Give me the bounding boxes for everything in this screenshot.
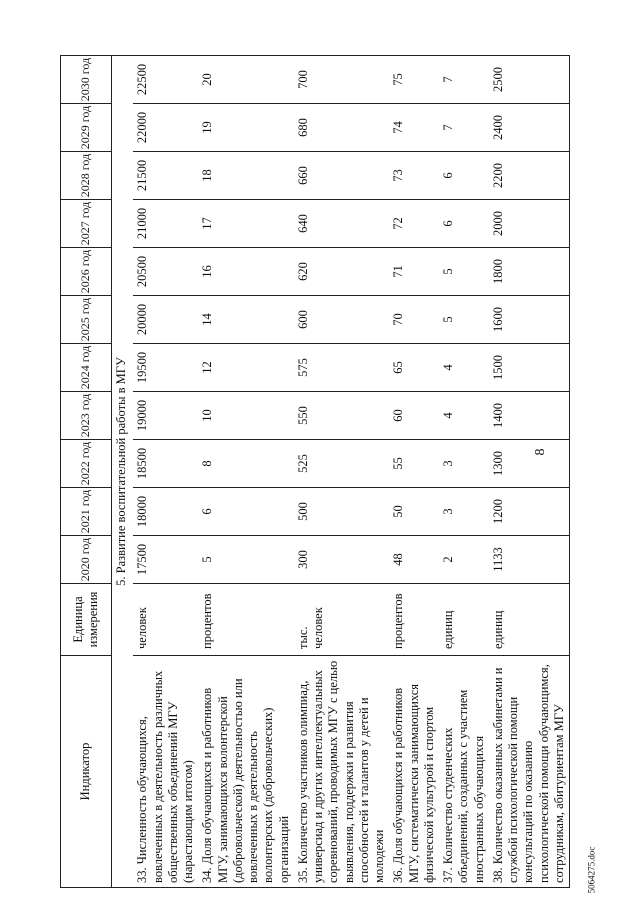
- value-cell: 22500: [133, 56, 198, 104]
- value-cell: 1500: [489, 344, 570, 392]
- value-cell: 17500: [133, 536, 198, 584]
- table-header-row: [61, 56, 112, 888]
- value-cell: 14: [198, 296, 294, 344]
- value-cell: 1133: [489, 536, 570, 584]
- header-indicator: Индикатор: [61, 656, 112, 888]
- value-cell: 1400: [489, 392, 570, 440]
- value-cell: 12: [198, 344, 294, 392]
- table-row: [198, 56, 294, 888]
- header-year: 2022 год: [61, 440, 112, 488]
- indicator-cell: 38. Количество оказанных кабинетами и службой психологической помощи консультаций по оказанию психологической помощи обучающимся, сотрудникам, абитуриентам МГУ: [489, 656, 570, 888]
- unit-cell: единиц: [439, 584, 489, 656]
- value-cell: 700: [294, 56, 390, 104]
- section-title: 5. Развитие воспитательной работы в МГУ: [112, 56, 134, 888]
- table-row: [133, 56, 198, 888]
- value-cell: 2000: [489, 200, 570, 248]
- value-cell: 680: [294, 104, 390, 152]
- value-cell: 75: [389, 56, 439, 104]
- value-cell: 5: [198, 536, 294, 584]
- header-year: 2023 год: [61, 392, 112, 440]
- unit-cell: единиц: [489, 584, 570, 656]
- indicator-cell: 37. Количество студенческих объединений, созданных с участием иностранных обучающихся: [439, 656, 489, 888]
- value-cell: 70: [389, 296, 439, 344]
- value-cell: 19: [198, 104, 294, 152]
- value-cell: 5: [439, 248, 489, 296]
- value-cell: 18: [198, 152, 294, 200]
- value-cell: 17: [198, 200, 294, 248]
- header-year: 2024 год: [61, 344, 112, 392]
- value-cell: 65: [389, 344, 439, 392]
- table-row: [389, 56, 439, 888]
- value-cell: 74: [389, 104, 439, 152]
- value-cell: 18000: [133, 488, 198, 536]
- value-cell: 1200: [489, 488, 570, 536]
- value-cell: 48: [389, 536, 439, 584]
- value-cell: 3: [439, 440, 489, 488]
- value-cell: 640: [294, 200, 390, 248]
- page-number: 8: [533, 448, 548, 456]
- value-cell: 20: [198, 56, 294, 104]
- value-cell: 4: [439, 344, 489, 392]
- header-year: 2028 год: [61, 152, 112, 200]
- value-cell: 7: [439, 104, 489, 152]
- indicators-table: [60, 55, 570, 888]
- value-cell: 5: [439, 296, 489, 344]
- value-cell: 8: [198, 440, 294, 488]
- section-row: [112, 56, 134, 888]
- value-cell: 22000: [133, 104, 198, 152]
- header-year: 2025 год: [61, 296, 112, 344]
- value-cell: 1600: [489, 296, 570, 344]
- header-year: 2021 год: [61, 488, 112, 536]
- value-cell: 20500: [133, 248, 198, 296]
- document-id: 5064275.doc: [586, 846, 597, 894]
- value-cell: 20000: [133, 296, 198, 344]
- header-year: 2029 год: [61, 104, 112, 152]
- value-cell: 19500: [133, 344, 198, 392]
- value-cell: 550: [294, 392, 390, 440]
- value-cell: 525: [294, 440, 390, 488]
- value-cell: 1800: [489, 248, 570, 296]
- indicator-cell: 35. Количество участников олимпиад, универсиад и других интеллектуальных соревнований, проводимых МГУ с целью выявления, поддержки и развития способностей и талантов у детей и молодежи: [294, 656, 390, 888]
- value-cell: 660: [294, 152, 390, 200]
- unit-cell: человек: [133, 584, 198, 656]
- value-cell: 72: [389, 200, 439, 248]
- indicator-cell: 33. Численность обучающихся, вовлеченных в деятельность различных общественных объединений МГУ (нарастающим итогом): [133, 656, 198, 888]
- value-cell: 2: [439, 536, 489, 584]
- value-cell: 4: [439, 392, 489, 440]
- value-cell: 19000: [133, 392, 198, 440]
- value-cell: 2200: [489, 152, 570, 200]
- value-cell: 21000: [133, 200, 198, 248]
- value-cell: 16: [198, 248, 294, 296]
- value-cell: 21500: [133, 152, 198, 200]
- value-cell: 300: [294, 536, 390, 584]
- value-cell: 50: [389, 488, 439, 536]
- table-row: [439, 56, 489, 888]
- indicator-cell: 34. Доля обучающихся и работников МГУ, занимающихся волонтерской (добровольческой) деятельностью или вовлеченных в деятельность волонтерских (добровольческих) организаций: [198, 656, 294, 888]
- value-cell: 500: [294, 488, 390, 536]
- value-cell: 73: [389, 152, 439, 200]
- value-cell: 1300: [489, 440, 570, 488]
- value-cell: 6: [198, 488, 294, 536]
- value-cell: 18500: [133, 440, 198, 488]
- value-cell: 6: [439, 200, 489, 248]
- header-unit: Единица измерения: [61, 584, 112, 656]
- value-cell: 6: [439, 152, 489, 200]
- value-cell: 60: [389, 392, 439, 440]
- rotated-table-container: [60, 58, 620, 888]
- unit-cell: процентов: [389, 584, 439, 656]
- value-cell: 55: [389, 440, 439, 488]
- table-row: [294, 56, 390, 888]
- value-cell: 71: [389, 248, 439, 296]
- value-cell: 3: [439, 488, 489, 536]
- header-year: 2026 год: [61, 248, 112, 296]
- value-cell: 2500: [489, 56, 570, 104]
- value-cell: 2400: [489, 104, 570, 152]
- value-cell: 600: [294, 296, 390, 344]
- header-year: 2027 год: [61, 200, 112, 248]
- value-cell: 10: [198, 392, 294, 440]
- indicator-cell: 36. Доля обучающихся и работников МГУ, систематически занимающихся физической культурой и спортом: [389, 656, 439, 888]
- value-cell: 575: [294, 344, 390, 392]
- unit-cell: процентов: [198, 584, 294, 656]
- value-cell: 7: [439, 56, 489, 104]
- header-year: 2030 год: [61, 56, 112, 104]
- unit-cell: тыс. человек: [294, 584, 390, 656]
- header-year: 2020 год: [61, 536, 112, 584]
- table-row: [489, 56, 570, 888]
- value-cell: 620: [294, 248, 390, 296]
